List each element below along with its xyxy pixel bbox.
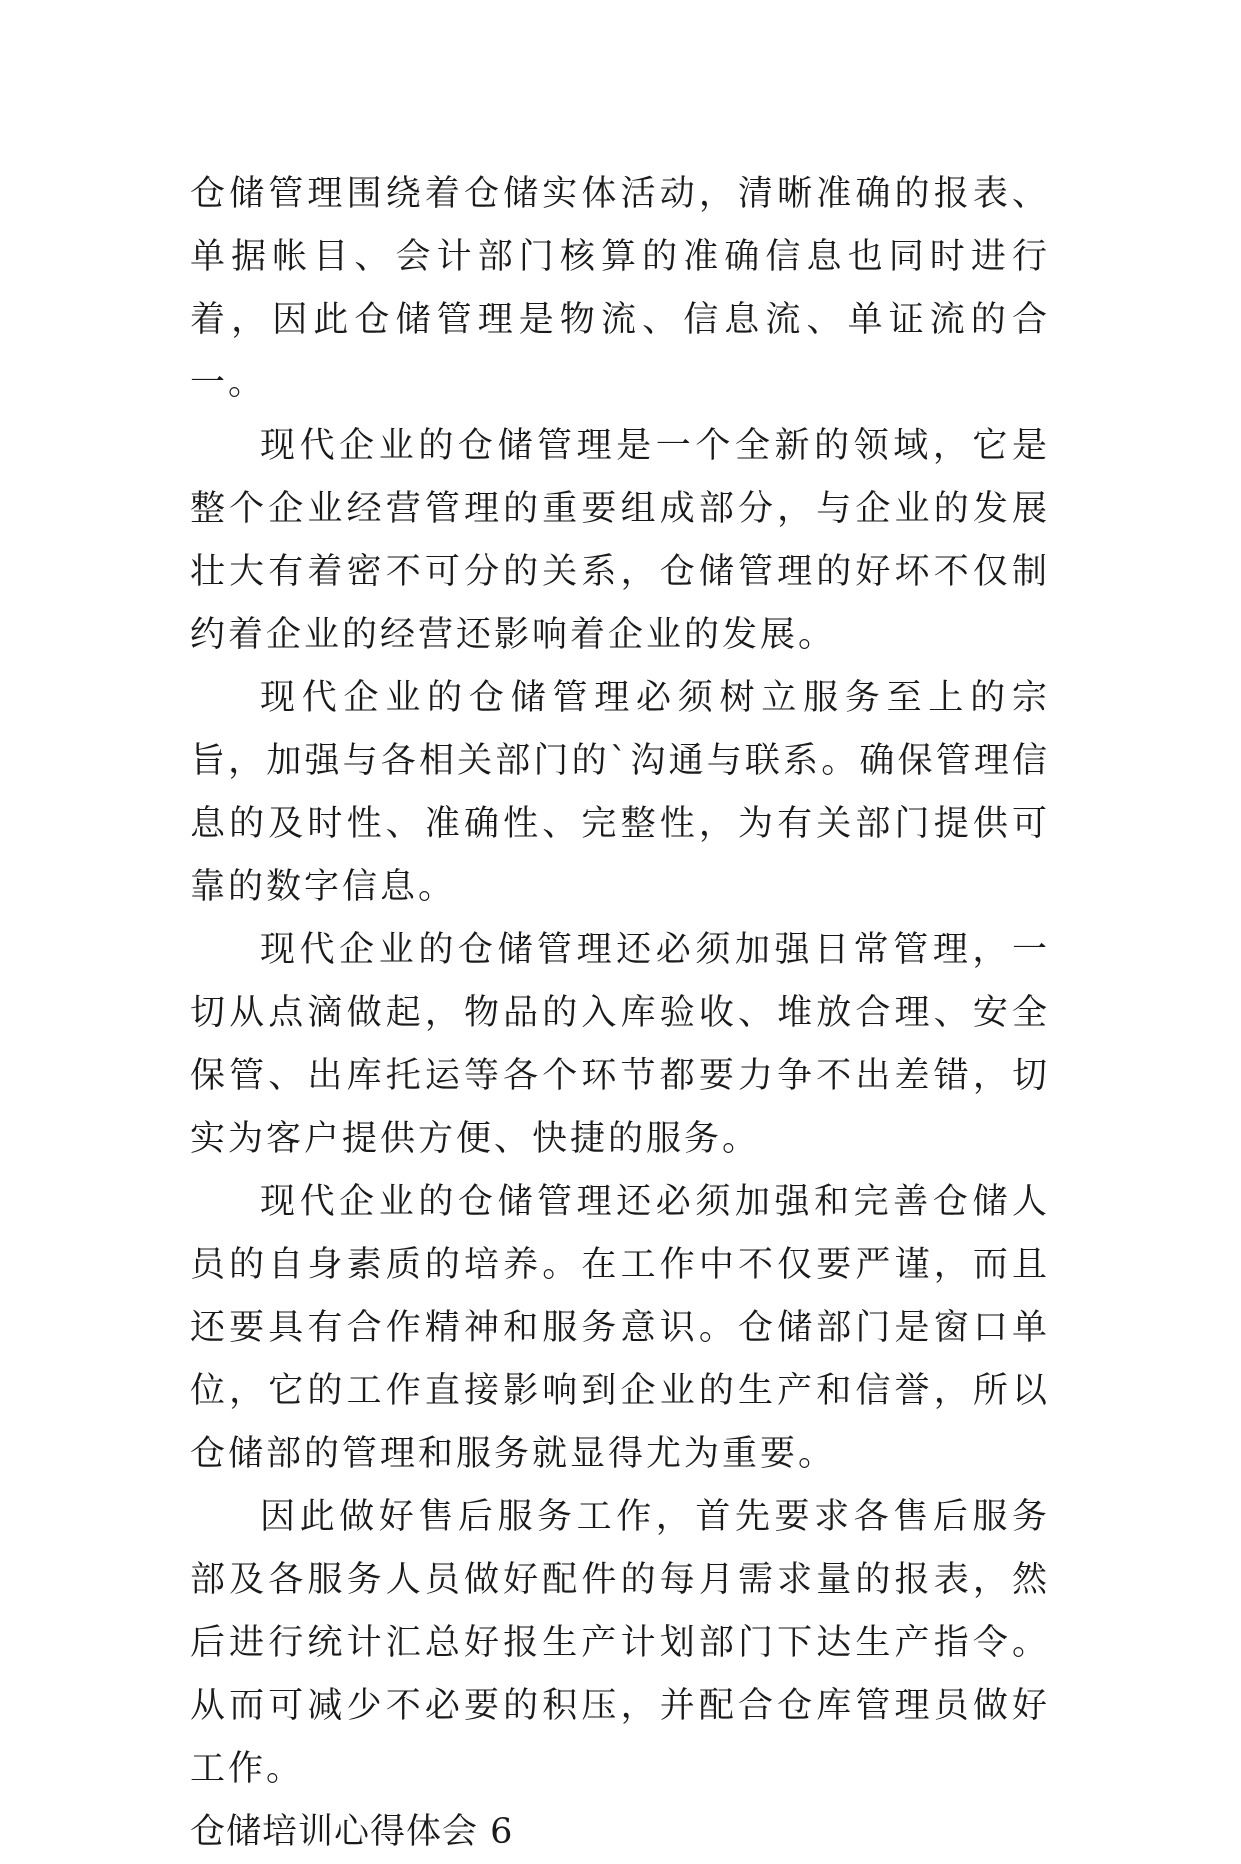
document-body <box>190 163 1050 1864</box>
paragraph-1: 仓储管理围绕着仓储实体活动，清晰准确的报表、单据帐目、会计部门核算的准确信息也同时进行着，因此仓储管理是物流、信息流、单证流的合一。 <box>190 174 1050 403</box>
paragraph-2: 现代企业的仓储管理是一个全新的领域，它是整个企业经营管理的重要组成部分，与企业的发展壮大有着密不可分的关系，仓储管理的好坏不仅制约着企业的经营还影响着企业的发展。 <box>190 426 1050 655</box>
paragraph-3: 现代企业的仓储管理必须树立服务至上的宗旨，加强与各相关部门的`沟通与联系。确保管理信息的及时性、准确性、完整性，为有关部门提供可靠的数字信息。 <box>190 678 1050 907</box>
section-heading: 仓储培训心得体会 6 <box>190 1812 514 1852</box>
paragraph-6: 因此做好售后服务工作，首先要求各售后服务部及各服务人员做好配件的每月需求量的报表，然后进行统计汇总好报生产计划部门下达生产指令。从而可减少不必要的积压，并配合仓库管理员做好工作。 <box>190 1497 1050 1789</box>
paragraph-4: 现代企业的仓储管理还必须加强日常管理，一切从点滴做起，物品的入库验收、堆放合理、安全保管、出库托运等各个环节都要力争不出差错，切实为客户提供方便、快捷的服务。 <box>190 930 1050 1159</box>
paragraph-5: 现代企业的仓储管理还必须加强和完善仓储人员的自身素质的培养。在工作中不仅要严谨，而且还要具有合作精神和服务意识。仓储部门是窗口单位，它的工作直接影响到企业的生产和信誉，所以仓储部的管理和服务就显得尤为重要。 <box>190 1182 1050 1474</box>
